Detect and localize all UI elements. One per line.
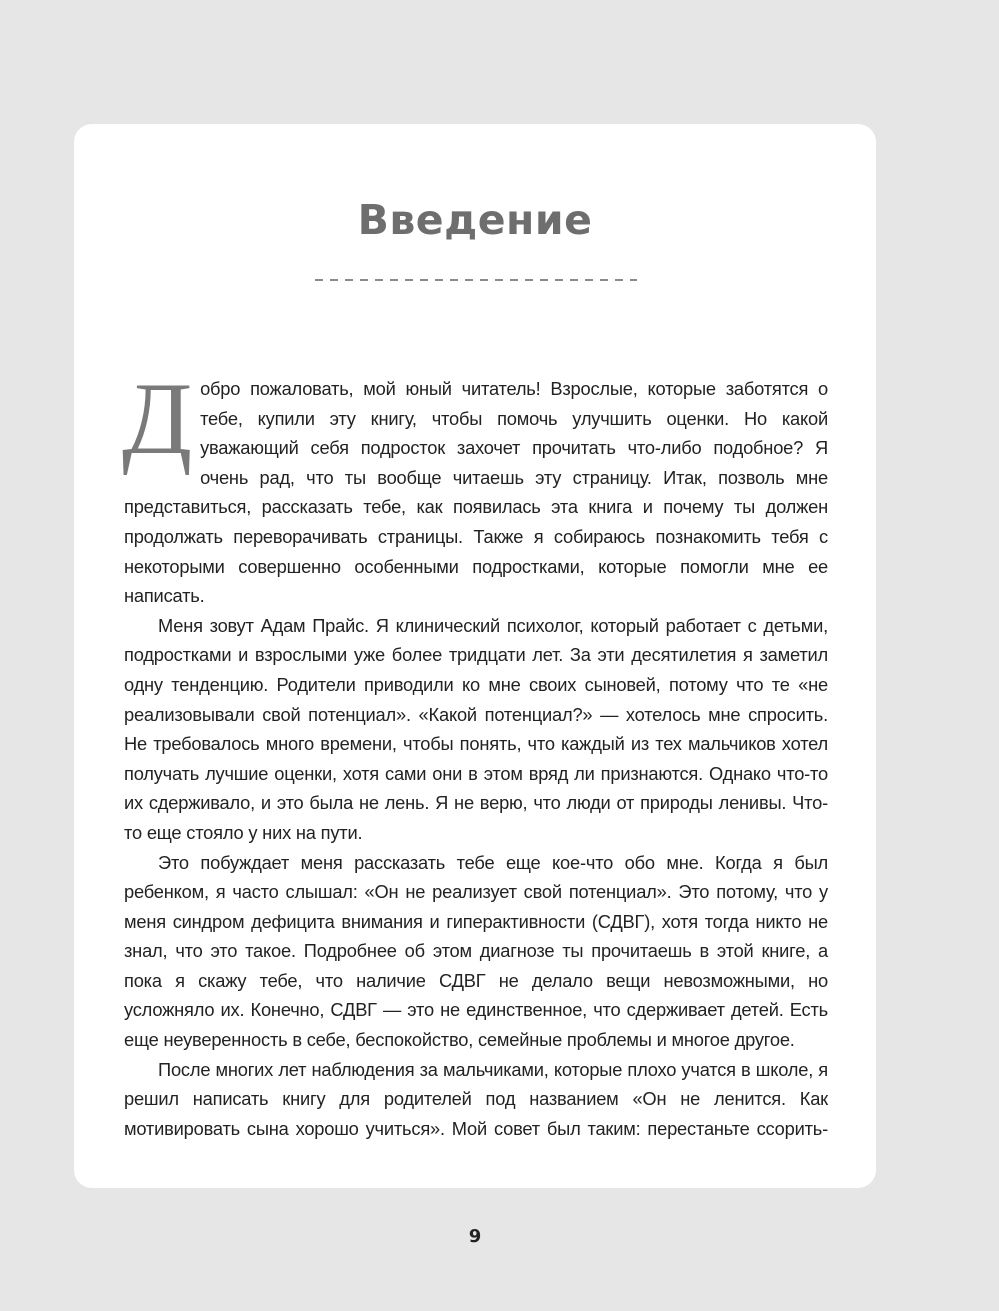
title-dashed-divider xyxy=(315,279,637,281)
page-number: 9 xyxy=(468,1226,482,1247)
drop-cap-letter: Д xyxy=(122,362,193,476)
paragraph-1-text: обро пожаловать, мой юный читатель! Взрослые, которые заботятся о тебе, купили эту книгу, чтобы помочь улучшить оценки. Но какой уважающий себя подросток захочет прочитать что-либо подобное? Я очень рад, что ты вообще читаешь эту страницу. Итак, позволь мне представиться, рассказать тебе, как появилась эта книга и почему ты должен продолжать переворачивать страницы. Также я собираюсь познакомить тебя с некоторыми совершенно особенными подростками, которые помогли мне ее написать. xyxy=(124,378,828,607)
paragraph-4: После многих лет наблюдения за мальчиками, которые плохо учатся в школе, я решил написать книгу для родителей под названием «Он не ленится. Как мотивировать сына хорошо учиться». Мой совет был таким: перестаньте ссорить- xyxy=(124,1058,828,1139)
paragraph-3: Это побуждает меня рассказать тебе еще кое-что обо мне. Когда я был ребенком, я часто слышал: «Он не реализует свой потенциал». Это потому, что у меня синдром дефицита внимания и гиперактивности (СДВГ), хотя тогда никто не знал, что это такое. Подробнее об этом диагнозе ты прочитаешь в этой книге, а пока я скажу тебе, что наличие СДВГ не делало вещи невозможными, но усложняло их. Конечно, СДВГ — это не единственное, что сдерживает детей. Есть еще неуверенность в себе, беспокойство, семейные проблемы и многое другое. xyxy=(124,851,828,1051)
paragraph-2: Меня зовут Адам Прайс. Я клинический психолог, который работает с детьми, подростками и взрослыми уже более тридцати лет. За эти десятилетия я заметил одну тенденцию. Родители приводили ко мне своих сыновей, потому что те «не реализовывали свой потенциал». «Какой потенциал?» — хотелось мне спросить. Не требовалось много времени, чтобы понять, что каждый из тех мальчиков хотел получать лучшие оценки, хотя сами они в этом вряд ли признаются. Однако что-то их сдерживало, и это была не лень. Я не верю, что люди от природы ленивы. Что-то еще стояло у них на пути. xyxy=(124,614,828,843)
body-text xyxy=(122,362,828,1143)
paragraph-1 xyxy=(122,362,828,611)
chapter-title: Введение xyxy=(357,196,593,244)
